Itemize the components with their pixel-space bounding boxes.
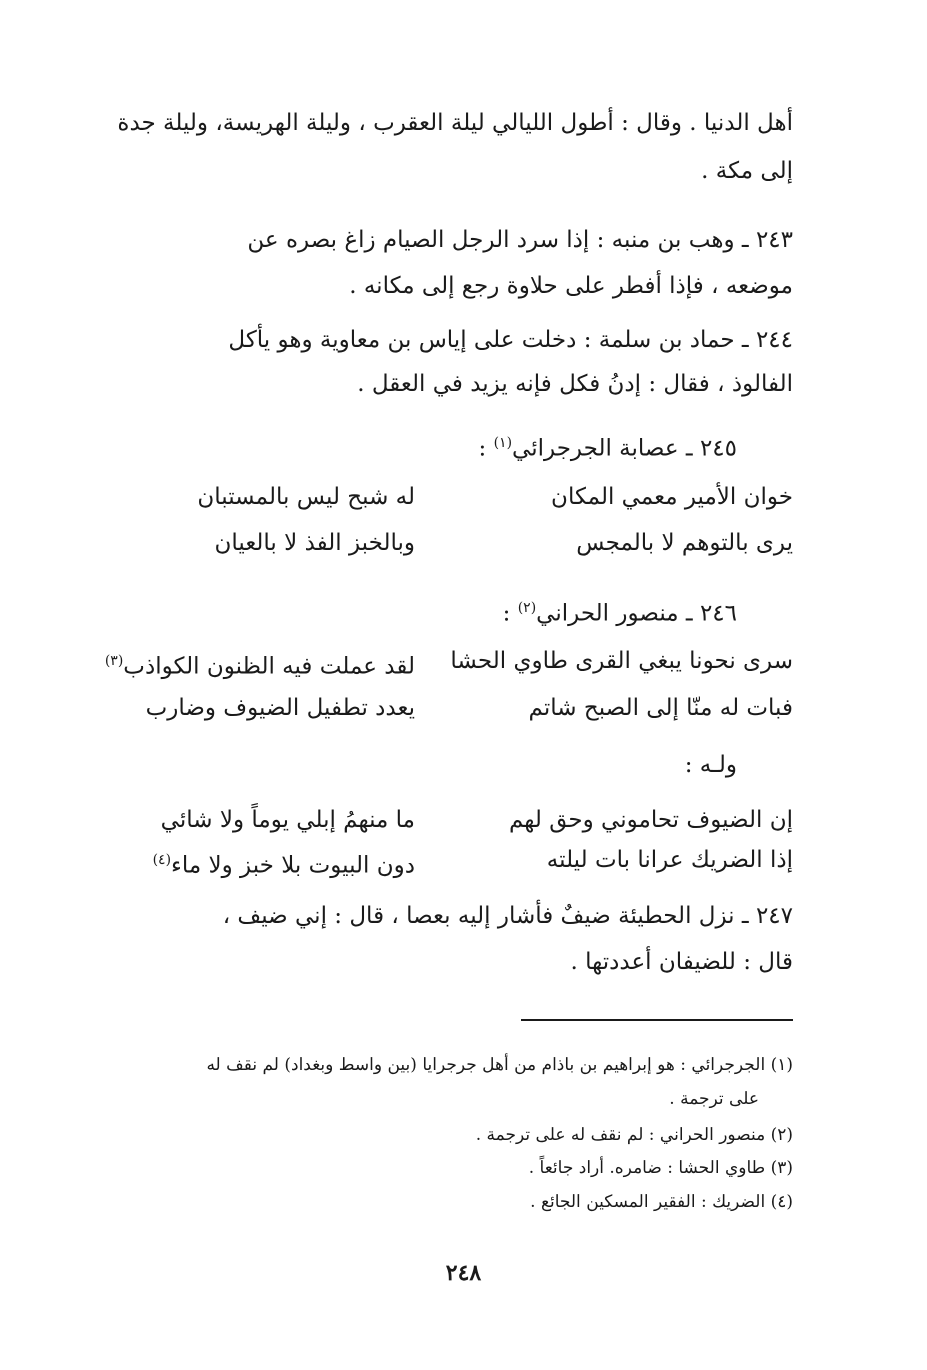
footnote-separator	[521, 1019, 793, 1021]
entry-245-heading	[479, 420, 737, 472]
entry-247-line-2: قال : للضيفان أعددتها .	[570, 949, 793, 975]
entry-245-colon: :	[478, 435, 494, 462]
verse-246-1-first-hemistich: سرى نحونا يبغي القرى طاوي الحشا	[450, 648, 793, 674]
entry-247-line-1: ٢٤٧ ـ نزل الحطيئة ضيفٌ فأشار إليه بعصا ، قال : إني ضيف ،	[222, 903, 793, 929]
page-number: ٢٤٨	[445, 1260, 482, 1286]
verse-245-2-second-hemistich: وبالخبز الفذ لا بالعيان	[214, 530, 415, 556]
footnote-ref-3: (٣)	[104, 653, 124, 669]
verse-245-1-second-hemistich: له شبح ليس بالمستبان	[197, 484, 415, 510]
verse-246-1-second-hemistich	[105, 638, 415, 690]
entry-245-title: ٢٤٥ ـ عصابة الجرجرائي	[512, 435, 737, 462]
entry-246-colon: :	[502, 600, 518, 627]
footnote-4: (٤) الضريك : الفقير المسكين الجائع .	[530, 1192, 793, 1212]
footnote-1-line-2: على ترجمة .	[669, 1089, 759, 1109]
footnote-ref-2: (٢)	[517, 600, 537, 616]
intro-line-2: إلى مكة .	[701, 158, 793, 184]
footnote-ref-4: (٤)	[152, 852, 172, 868]
entry-243-line-2: موضعه ، فإذا أفطر على حلاوة رجع إلى مكانه .	[349, 273, 793, 299]
footnote-3: (٣) طاوي الحشا : ضامره. أراد جائعاً .	[528, 1158, 793, 1178]
entry-246-heading	[503, 585, 737, 637]
footnote-ref-1: (١)	[493, 435, 513, 451]
verse-245-1-first-hemistich: خوان الأمير معمي المكان	[551, 484, 793, 510]
verse-246-4-second-hemistich	[153, 837, 415, 889]
entry-244-line-1: ٢٤٤ ـ حماد بن سلمة : دخلت على إياس بن معاوية وهو يأكل	[228, 327, 793, 353]
verse-246-4-first-hemistich: إذا الضريك عرانا بات ليلته	[546, 847, 793, 873]
intro-line-1: أهل الدنيا . وقال : أطول الليالي ليلة العقرب ، وليلة الهريسة، وليلة جدة	[117, 110, 793, 136]
entry-246-title: ٢٤٦ ـ منصور الحراني	[536, 600, 737, 627]
verse-246-3-first-hemistich: إن الضيوف تحاموني وحق لهم	[509, 807, 793, 833]
footnote-2: (٢) منصور الحراني : لم نقف له على ترجمة .	[475, 1125, 793, 1145]
verse-245-2-first-hemistich: يرى بالتوهم لا بالمجس	[576, 530, 793, 556]
verse-246-2-second-hemistich: يعدد تطفيل الضيوف وضارب	[145, 695, 415, 721]
wa-lahu-label: ولـه :	[684, 752, 737, 778]
verse-246-2-first-hemistich: فبات له منّا إلى الصبح شاتم	[528, 695, 793, 721]
verse-246-1-second-text: لقد عملت فيه الظنون الكواذب	[123, 653, 415, 680]
entry-244-line-2: الفالوذ ، فقال : إدنُ فكل فإنه يزيد في العقل .	[357, 371, 793, 397]
entry-243-line-1: ٢٤٣ ـ وهب بن منبه : إذا سرد الرجل الصيام زاغ بصره عن	[247, 227, 793, 253]
footnote-1-line-1: (١) الجرجرائي : هو إبراهيم بن باذام من أهل جرجرايا (بين واسط وبغداد) لم نقف له	[206, 1055, 793, 1075]
verse-246-4-second-text: دون البيوت بلا خبز ولا ماء	[171, 852, 415, 879]
verse-246-3-second-hemistich: ما منهمُ إبلي يوماً ولا شائي	[160, 807, 415, 833]
